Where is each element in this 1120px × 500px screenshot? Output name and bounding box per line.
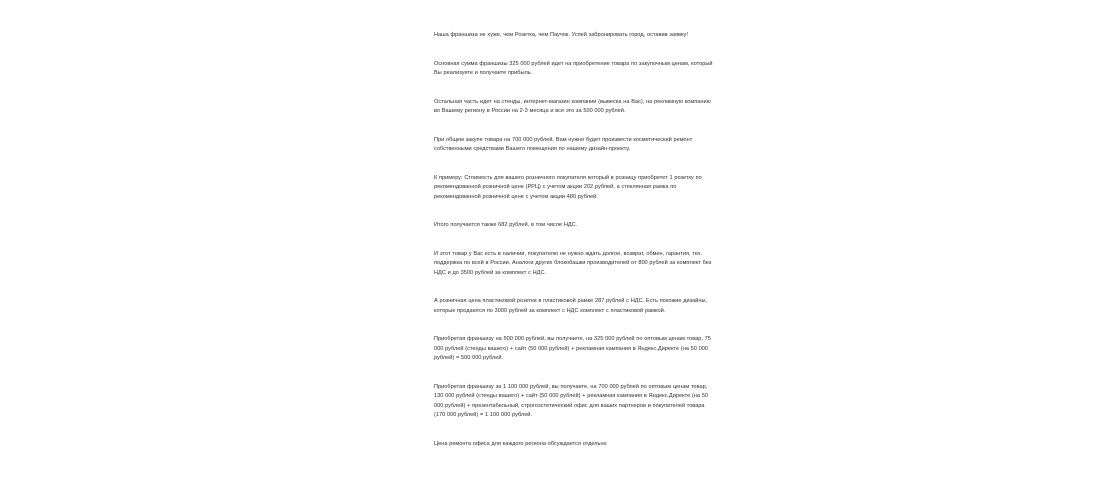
paragraph-office-repair: Цена ремонта офиса для каждого региона обсуждается отдельно bbox=[434, 440, 607, 447]
paragraph-franchise-1100k: Приобретая франшизу за 1 100 000 рублей, вы получаете, на 700 000 рублей по оптовым ценам товар, 130 000 рублей (стенды вашего) + сайт (50 000 рублей) + рекламная кампания в Яндекс.Директе (на 50 000 рублей) + презентабельный, строгоэстетический офис для ваших партнеров и покупателей товара (170 000 рублей) = 1 100 000 рублей. bbox=[434, 383, 708, 418]
paragraph-intro: Наша франшиза не хуже, чем Розетка, чем Паучок. Успей забронировать город, оставив заявку! bbox=[434, 32, 688, 38]
paragraph-total-purchase: При общем закупе товара на 700 000 рублей. Вам нужно будет произвести косметический ремонт собственными средствами Вашего помещения по нашему дизайн-проекту. bbox=[434, 136, 693, 152]
paragraph-remaining-part: Остальная часть идет на стенды, интернет-магазин компании (вывеска на Вас), на рекламную компанию во Вашему региону в России на 2-3 месяца и все это за 500 000 рублей. bbox=[434, 98, 711, 114]
paragraph-plastic-price: А розничная цена пластиковой розетки в пластиковой рамке 287 рублей с НДС. Есть похожие дизайны, которые продаются по 3000 рублей за комплект с НДС комплект с пластиковой рамкой. bbox=[434, 298, 708, 314]
paragraph-example: К примеру: Стоимость для вашего розничного покупателя который в розницу приобретет 1 розетку по рекомендованной розничной цене (РРЦ) с учетом акции 202 рублей, а стеклянная рамка по рекомендованной розничной цене с учетом акции 480 рублей. bbox=[434, 174, 702, 200]
document-body bbox=[434, 31, 716, 449]
paragraph-franchise-500k: Приобретая франшизу на 500 000 рублей, вы получаете, на 325 000 рублей по оптовым ценам товар, 75 000 рублей (стенды вашего) + сайт (50 000 рублей) + рекламная кампания в Яндекс.Директе (на 50 000 рублей) = 500 000 рублей. bbox=[434, 336, 711, 361]
paragraph-total: Итого получается также 682 рублей, в том числе НДС. bbox=[434, 222, 578, 228]
paragraph-in-stock: И этот товар у Вас есть в наличии, покупателю не нужно ждать долгое, возврат, обмен, гарантия, тех. поддержка по всей в России. Аналоги других блокобашки производителей от 800 рублей за комплект без НДС и до 3500 рублей за комплект с НДС. bbox=[434, 250, 712, 276]
paragraph-main-sum: Основная сумма франшизы 325 000 рублей идет на приобретение товара по закупочным ценам, который Вы реализуете и получаете прибыль. bbox=[434, 60, 713, 76]
